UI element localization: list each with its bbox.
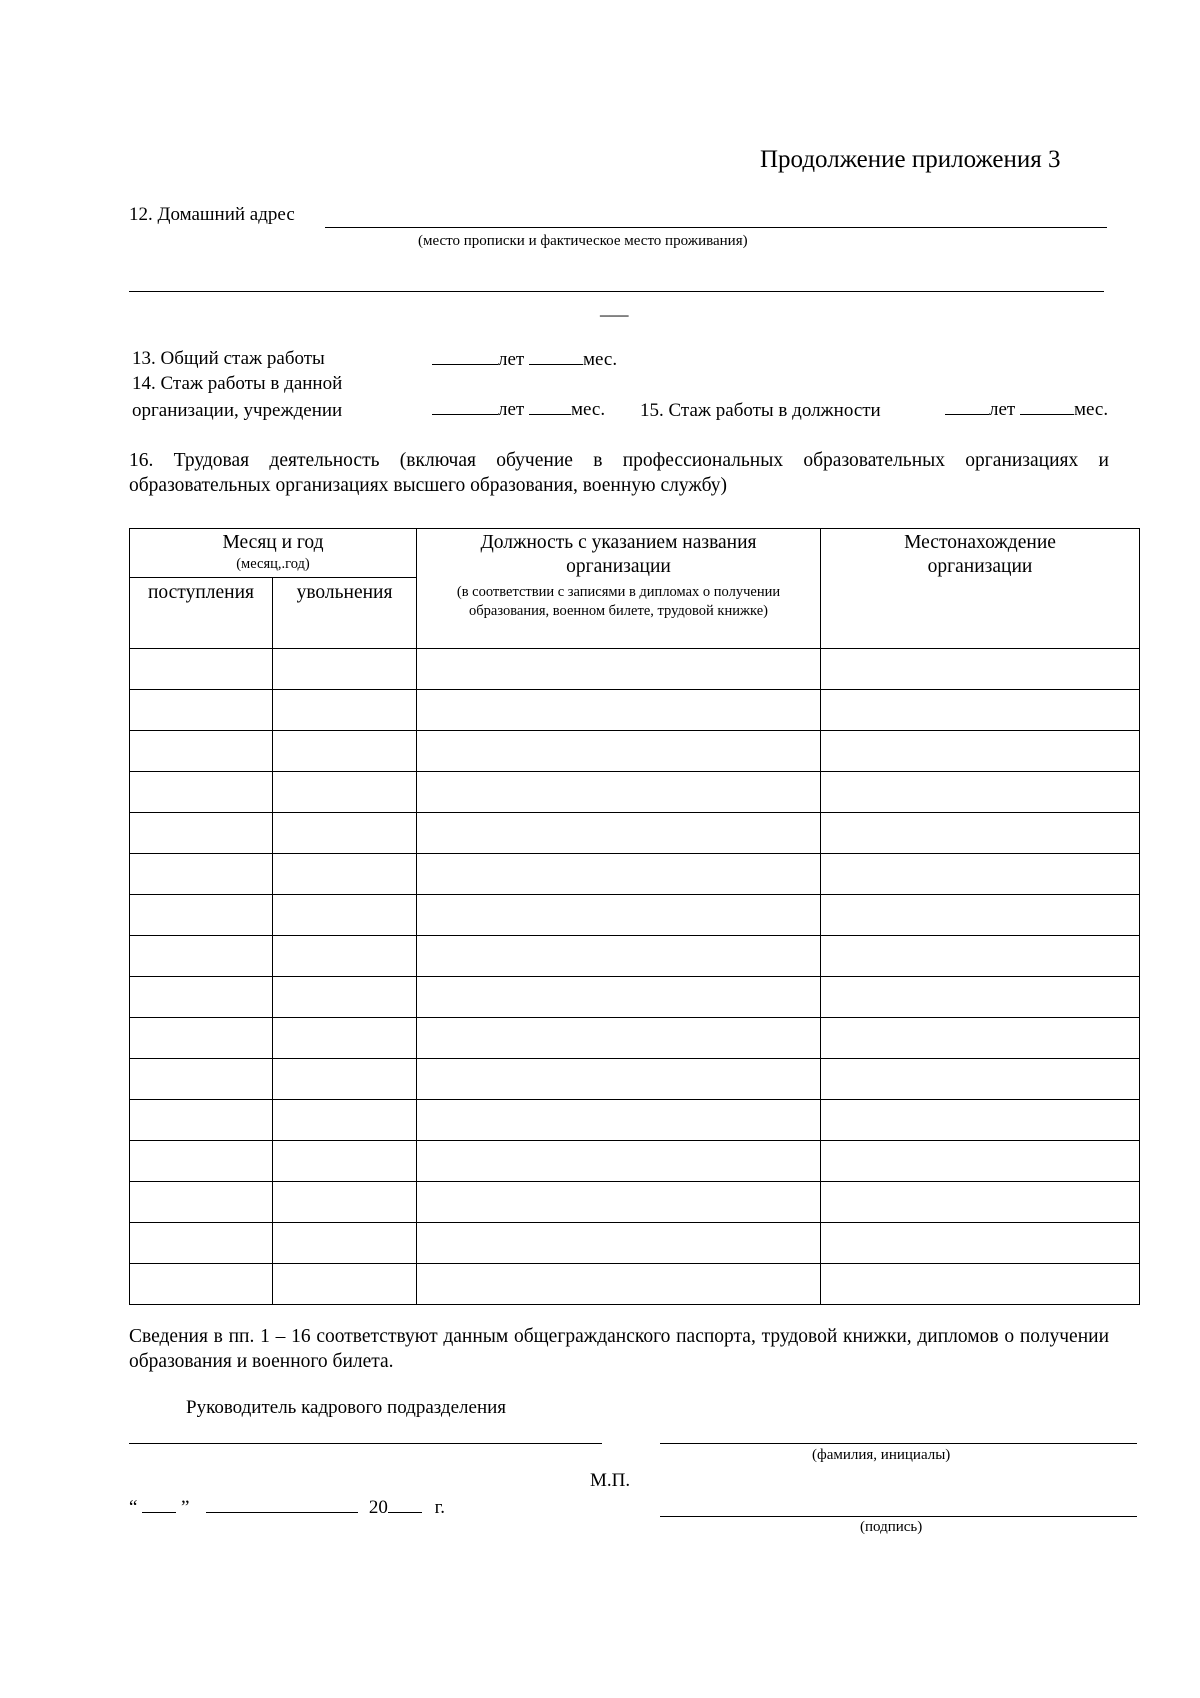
table-header-row-1 — [130, 529, 1140, 578]
year-suffix: г. — [434, 1497, 446, 1518]
total-years-blank[interactable] — [432, 348, 498, 365]
date-field — [129, 1496, 445, 1519]
end-cell[interactable] — [273, 772, 417, 813]
org-experience-label-line2: организации, учреждении — [132, 400, 343, 421]
location-cell[interactable] — [821, 731, 1140, 772]
position-header-note: (в соответствии с записями в дипломах о получении образования, военном билете, трудовой книжке) — [456, 584, 781, 619]
years-label: лет — [498, 399, 525, 420]
table-row — [130, 649, 1140, 690]
position-years-blank[interactable] — [945, 398, 989, 415]
table-row — [130, 1100, 1140, 1141]
table-row — [130, 731, 1140, 772]
position-experience-field — [945, 398, 1108, 421]
end-cell[interactable] — [273, 1100, 417, 1141]
location-cell[interactable] — [821, 690, 1140, 731]
position-cell[interactable] — [417, 854, 821, 895]
location-cell[interactable] — [821, 1223, 1140, 1264]
start-cell[interactable] — [130, 936, 273, 977]
end-cell[interactable] — [273, 936, 417, 977]
location-cell[interactable] — [821, 813, 1140, 854]
name-line[interactable] — [660, 1443, 1137, 1444]
location-cell[interactable] — [821, 649, 1140, 690]
start-cell[interactable] — [130, 813, 273, 854]
position-header-title: Должность с указанием названия организации — [480, 532, 757, 577]
location-cell[interactable] — [821, 1141, 1140, 1182]
location-header-title: Местонахождение организации — [904, 532, 1056, 577]
end-cell[interactable] — [273, 1182, 417, 1223]
month-year-header — [130, 529, 417, 578]
years-label: лет — [989, 399, 1016, 420]
position-cell[interactable] — [417, 813, 821, 854]
date-open-quote: “ — [129, 1497, 138, 1518]
years-label: лет — [498, 349, 525, 370]
start-cell[interactable] — [130, 690, 273, 731]
end-cell[interactable] — [273, 854, 417, 895]
start-cell[interactable] — [130, 1059, 273, 1100]
location-cell[interactable] — [821, 977, 1140, 1018]
end-cell[interactable] — [273, 1018, 417, 1059]
position-cell[interactable] — [417, 690, 821, 731]
table-row — [130, 854, 1140, 895]
name-hint: (фамилия, инициалы) — [812, 1447, 951, 1463]
year-blank[interactable] — [388, 1496, 422, 1513]
address-dash: ___ — [600, 298, 629, 319]
month-blank[interactable] — [206, 1496, 358, 1513]
end-cell[interactable] — [273, 1141, 417, 1182]
position-cell[interactable] — [417, 977, 821, 1018]
table-row — [130, 977, 1140, 1018]
location-cell[interactable] — [821, 1059, 1140, 1100]
signature-line[interactable] — [660, 1516, 1137, 1517]
position-cell[interactable] — [417, 1141, 821, 1182]
org-experience-field — [432, 398, 605, 421]
table-row — [130, 1018, 1140, 1059]
hr-head-label: Руководитель кадрового подразделения — [186, 1397, 507, 1418]
address-second-line[interactable] — [129, 291, 1104, 292]
position-cell[interactable] — [417, 936, 821, 977]
position-header — [417, 529, 821, 649]
start-cell[interactable] — [130, 854, 273, 895]
start-cell[interactable] — [130, 1018, 273, 1059]
table-row — [130, 1264, 1140, 1305]
table-row — [130, 690, 1140, 731]
months-label: мес. — [1073, 399, 1109, 420]
location-cell[interactable] — [821, 1100, 1140, 1141]
end-cell[interactable] — [273, 1223, 417, 1264]
start-cell[interactable] — [130, 772, 273, 813]
start-cell[interactable] — [130, 977, 273, 1018]
position-cell[interactable] — [417, 1223, 821, 1264]
start-header — [130, 578, 273, 649]
work-history-table — [129, 528, 1140, 1305]
total-experience-field — [432, 348, 617, 371]
start-cell[interactable] — [130, 1223, 273, 1264]
year-prefix: 20 — [368, 1497, 388, 1518]
end-cell[interactable] — [273, 813, 417, 854]
end-cell[interactable] — [273, 977, 417, 1018]
start-cell[interactable] — [130, 1141, 273, 1182]
table-row — [130, 1059, 1140, 1100]
position-cell[interactable] — [417, 649, 821, 690]
end-header-label: увольнения — [296, 582, 393, 603]
position-cell[interactable] — [417, 1264, 821, 1305]
stamp-mark: М.П. — [590, 1470, 631, 1491]
table-row — [130, 895, 1140, 936]
hr-head-signature-line[interactable] — [129, 1443, 602, 1444]
date-close-quote: ” — [180, 1497, 190, 1518]
end-cell[interactable] — [273, 1059, 417, 1100]
table-row — [130, 936, 1140, 977]
address-input-line[interactable] — [325, 227, 1107, 228]
table-row — [130, 813, 1140, 854]
table-row — [130, 1223, 1140, 1264]
end-cell[interactable] — [273, 649, 417, 690]
months-label: мес. — [570, 399, 606, 420]
day-blank[interactable] — [142, 1496, 176, 1513]
page-title: Продолжение приложения 3 — [760, 146, 1061, 173]
org-experience-label-line1: 14. Стаж работы в данной — [132, 373, 343, 394]
address-label: 12. Домашний адрес — [129, 204, 295, 225]
end-cell[interactable] — [273, 1264, 417, 1305]
start-cell[interactable] — [130, 1264, 273, 1305]
activity-intro: 16. Трудовая деятельность (включая обучение в профессиональных образовательных организациях и образовательных организациях высшего образования, военную службу) — [129, 450, 1109, 496]
start-cell[interactable] — [130, 1182, 273, 1223]
position-cell[interactable] — [417, 1100, 821, 1141]
org-years-blank[interactable] — [432, 398, 498, 415]
location-cell[interactable] — [821, 1264, 1140, 1305]
start-cell[interactable] — [130, 895, 273, 936]
table-row — [130, 1182, 1140, 1223]
start-cell[interactable] — [130, 1100, 273, 1141]
start-header-label: поступления — [147, 582, 254, 603]
start-cell[interactable] — [130, 731, 273, 772]
months-label: мес. — [582, 349, 618, 370]
position-experience-label: 15. Стаж работы в должности — [640, 400, 881, 421]
start-cell[interactable] — [130, 649, 273, 690]
position-months-blank[interactable] — [1020, 398, 1074, 415]
position-cell[interactable] — [417, 1018, 821, 1059]
position-cell[interactable] — [417, 1182, 821, 1223]
total-months-blank[interactable] — [529, 348, 583, 365]
location-cell[interactable] — [821, 1182, 1140, 1223]
month-year-title: Месяц и год — [222, 532, 324, 553]
end-cell[interactable] — [273, 731, 417, 772]
verification-statement: Сведения в пп. 1 – 16 соответствуют данным общегражданского паспорта, трудовой книжки, дипломов о получении образования и военного билета. — [129, 1326, 1109, 1372]
address-hint: (место прописки и фактическое место проживания) — [418, 233, 748, 249]
end-cell[interactable] — [273, 895, 417, 936]
position-cell[interactable] — [417, 895, 821, 936]
month-year-subtitle: (месяц,.год) — [236, 556, 310, 572]
table-row — [130, 772, 1140, 813]
position-cell[interactable] — [417, 731, 821, 772]
end-header — [273, 578, 417, 649]
location-cell[interactable] — [821, 772, 1140, 813]
position-cell[interactable] — [417, 1059, 821, 1100]
location-header — [821, 529, 1140, 649]
location-cell[interactable] — [821, 854, 1140, 895]
table-row — [130, 1141, 1140, 1182]
signature-hint: (подпись) — [860, 1519, 923, 1535]
location-cell[interactable] — [821, 1018, 1140, 1059]
position-cell[interactable] — [417, 772, 821, 813]
end-cell[interactable] — [273, 690, 417, 731]
org-months-blank[interactable] — [529, 398, 571, 415]
total-experience-label: 13. Общий стаж работы — [132, 348, 325, 369]
location-cell[interactable] — [821, 936, 1140, 977]
location-cell[interactable] — [821, 895, 1140, 936]
